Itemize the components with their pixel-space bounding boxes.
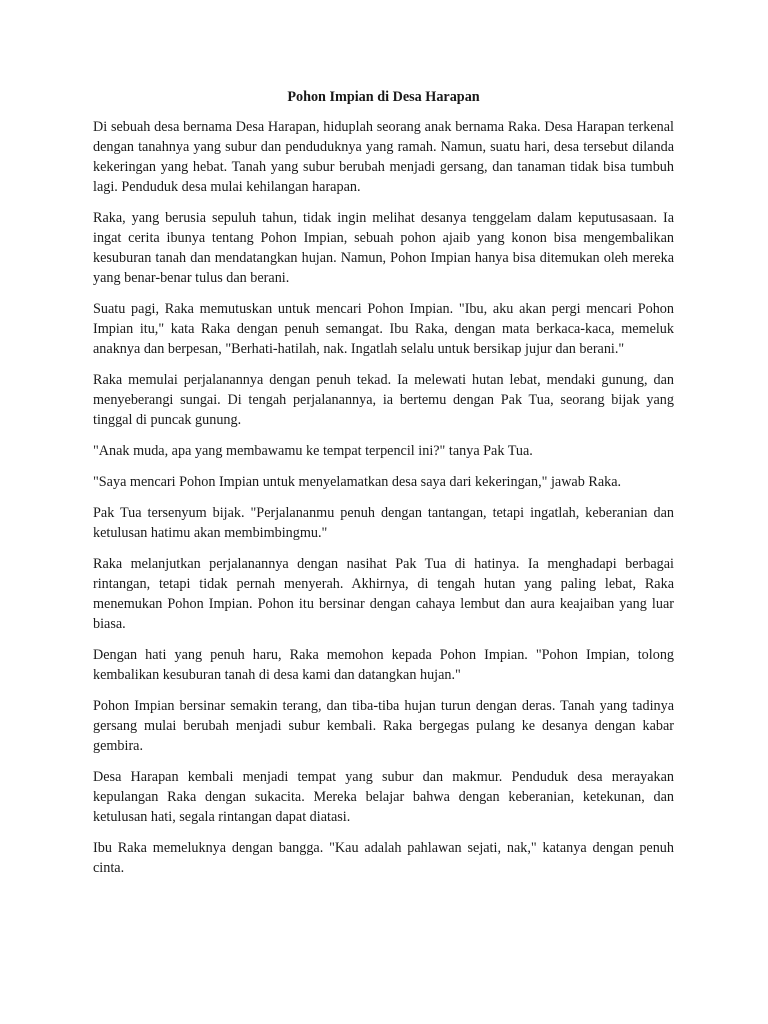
- document-page: [93, 82, 674, 889]
- paragraph-8: Raka melanjutkan perjalanannya dengan nasihat Pak Tua di hatinya. Ia menghadapi berbagai rintangan, tetapi tidak pernah menyerah. Akhirnya, di tengah hutan yang paling lebat, Raka menemukan Pohon Impian. Pohon itu bersinar dengan cahaya lembut dan aura keajaiban yang luar biasa.: [93, 556, 674, 632]
- document-title: Pohon Impian di Desa Harapan: [287, 89, 480, 105]
- paragraph-5: "Anak muda, apa yang membawamu ke tempat terpencil ini?" tanya Pak Tua.: [93, 443, 533, 459]
- paragraph-7: Pak Tua tersenyum bijak. "Perjalananmu penuh dengan tantangan, tetapi ingatlah, keberanian dan ketulusan hatimu akan membimbingmu.": [93, 505, 674, 541]
- paragraph-3: Suatu pagi, Raka memutuskan untuk mencari Pohon Impian. "Ibu, aku akan pergi mencari Pohon Impian itu," kata Raka dengan penuh semangat. Ibu Raka, dengan mata berkaca-kaca, memeluk anaknya dan berpesan, "Berhati-hatilah, nak. Ingatlah selalu untuk bersikap jujur dan berani.": [93, 301, 674, 357]
- paragraph-6: "Saya mencari Pohon Impian untuk menyelamatkan desa saya dari kekeringan," jawab Raka.: [93, 474, 622, 490]
- paragraph-9: Dengan hati yang penuh haru, Raka memohon kepada Pohon Impian. "Pohon Impian, tolong kembalikan kesuburan tanah di desa kami dan datangkan hujan.": [93, 647, 674, 683]
- paragraph-4: Raka memulai perjalanannya dengan penuh tekad. Ia melewati hutan lebat, mendaki gunung, dan menyeberangi sungai. Di tengah perjalanannya, ia bertemu dengan Pak Tua, seorang bijak yang tinggal di puncak gunung.: [93, 372, 674, 428]
- paragraph-12: Ibu Raka memeluknya dengan bangga. "Kau adalah pahlawan sejati, nak," katanya dengan penuh cinta.: [93, 840, 674, 876]
- paragraph-11: Desa Harapan kembali menjadi tempat yang subur dan makmur. Penduduk desa merayakan kepulangan Raka dengan sukacita. Mereka belajar bahwa dengan keberanian, ketekunan, dan ketulusan hati, segala rintangan dapat diatasi.: [93, 769, 674, 825]
- paragraph-10: Pohon Impian bersinar semakin terang, dan tiba-tiba hujan turun dengan deras. Tanah yang tadinya gersang mulai berubah menjadi subur kembali. Raka bergegas pulang ke desanya dengan kabar gembira.: [93, 698, 674, 754]
- paragraph-1: Di sebuah desa bernama Desa Harapan, hiduplah seorang anak bernama Raka. Desa Harapan terkenal dengan tanahnya yang subur dan penduduknya yang ramah. Namun, suatu hari, desa tersebut dilanda kekeringan yang hebat. Tanah yang subur berubah menjadi gersang, dan tanaman tidak bisa tumbuh lagi. Penduduk desa mulai kehilangan harapan.: [93, 119, 674, 195]
- paragraph-2: Raka, yang berusia sepuluh tahun, tidak ingin melihat desanya tenggelam dalam keputusasaan. Ia ingat cerita ibunya tentang Pohon Impian, sebuah pohon ajaib yang konon bisa mengembalikan kesuburan tanah dan mendatangkan hujan. Namun, Pohon Impian hanya bisa ditemukan oleh mereka yang benar-benar tulus dan berani.: [93, 210, 674, 286]
